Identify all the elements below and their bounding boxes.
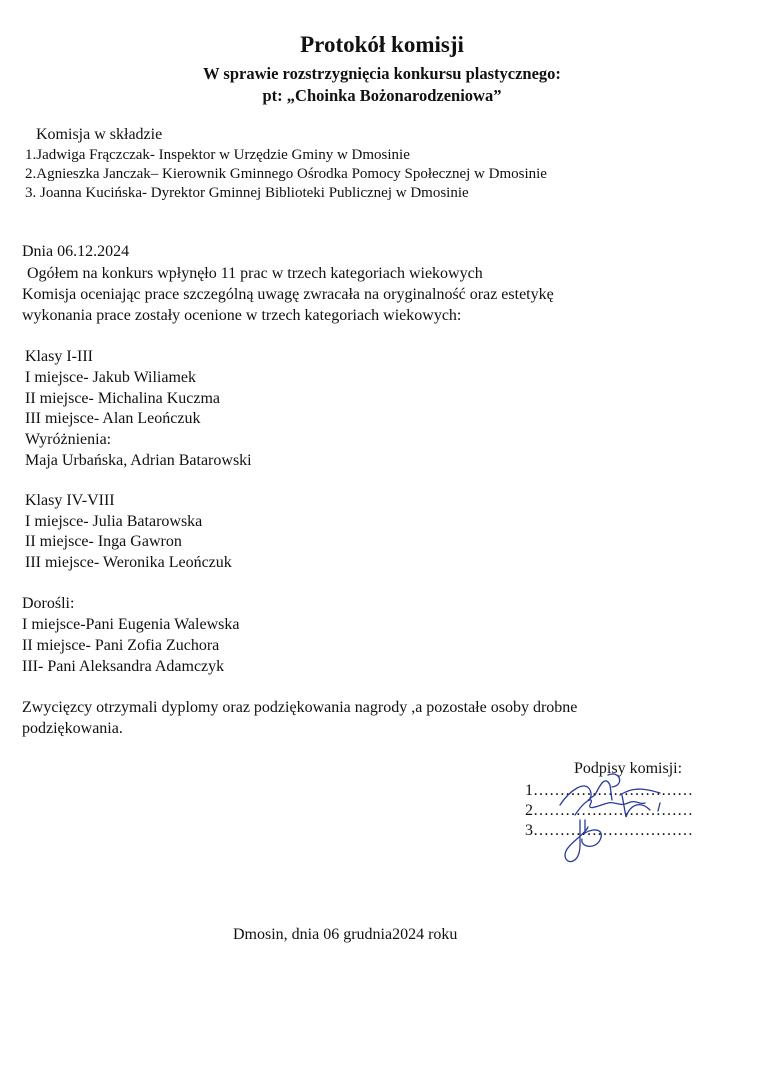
date-line: Dnia 06.12.2024 bbox=[22, 243, 130, 260]
result-line: III miejsce- Alan Leończuk bbox=[25, 410, 201, 427]
intro-line: Komisja oceniając prace szczególną uwagę zwracała na oryginalność oraz estetykę bbox=[22, 286, 554, 303]
signature-line-2: 2………………………… bbox=[525, 802, 693, 819]
result-line: III- Pani Aleksandra Adamczyk bbox=[22, 658, 225, 675]
result-line: II miejsce- Pani Zofia Zuchora bbox=[22, 637, 220, 654]
committee-member: 3. Joanna Kucińska- Dyrektor Gminnej Biblioteki Publicznej w Dmosinie bbox=[25, 185, 469, 201]
signature-line-1: 1………………………… bbox=[525, 782, 693, 799]
document-title: Protokół komisji bbox=[300, 32, 464, 57]
contest-name: pt: „Choinka Bożonarodzeniowa” bbox=[262, 86, 502, 105]
result-line: I miejsce-Pani Eugenia Walewska bbox=[22, 616, 240, 633]
signature-2-stroke bbox=[575, 795, 660, 817]
closing-line: Zwycięzcy otrzymali dyplomy oraz podziękowania nagrody ,a pozostałe osoby drobne bbox=[22, 699, 578, 716]
handwritten-signatures bbox=[540, 765, 690, 875]
committee-member: 1.Jadwiga Frączczak- Inspektor w Urzędzie Gminy w Dmosinie bbox=[25, 147, 410, 163]
signature-1-stroke bbox=[560, 774, 660, 805]
signatures-heading: Podpisy komisji: bbox=[574, 760, 683, 777]
category-heading: Dorośli: bbox=[22, 595, 75, 612]
honorable-mentions-label: Wyróżnienia: bbox=[25, 431, 112, 448]
result-line: II miejsce- Michalina Kuczma bbox=[25, 390, 221, 407]
committee-heading: Komisja w składzie bbox=[36, 126, 163, 143]
place-and-date: Dmosin, dnia 06 grudnia2024 roku bbox=[233, 926, 458, 943]
result-line: III miejsce- Weronika Leończuk bbox=[25, 554, 232, 571]
result-line: I miejsce- Jakub Wiliamek bbox=[25, 369, 197, 386]
signature-3-stroke bbox=[565, 820, 601, 862]
signature-line-3: 3………………………… bbox=[525, 822, 693, 839]
category-heading: Klasy I-III bbox=[25, 348, 93, 365]
intro-line: Ogółem na konkurs wpłynęło 11 prac w trzech kategoriach wiekowych bbox=[27, 265, 483, 282]
result-line: I miejsce- Julia Batarowska bbox=[25, 513, 203, 530]
honorable-mentions: Maja Urbańska, Adrian Batarowski bbox=[25, 452, 252, 469]
result-line: II miejsce- Inga Gawron bbox=[25, 533, 182, 550]
document-subtitle: W sprawie rozstrzygnięcia konkursu plastycznego: bbox=[203, 64, 561, 83]
category-heading: Klasy IV-VIII bbox=[25, 492, 115, 509]
closing-line: podziękowania. bbox=[22, 720, 123, 737]
committee-member: 2.Agnieszka Janczak– Kierownik Gminnego Ośrodka Pomocy Społecznej w Dmosinie bbox=[25, 166, 547, 182]
intro-line: wykonania prace zostały ocenione w trzech kategoriach wiekowych: bbox=[22, 307, 462, 324]
